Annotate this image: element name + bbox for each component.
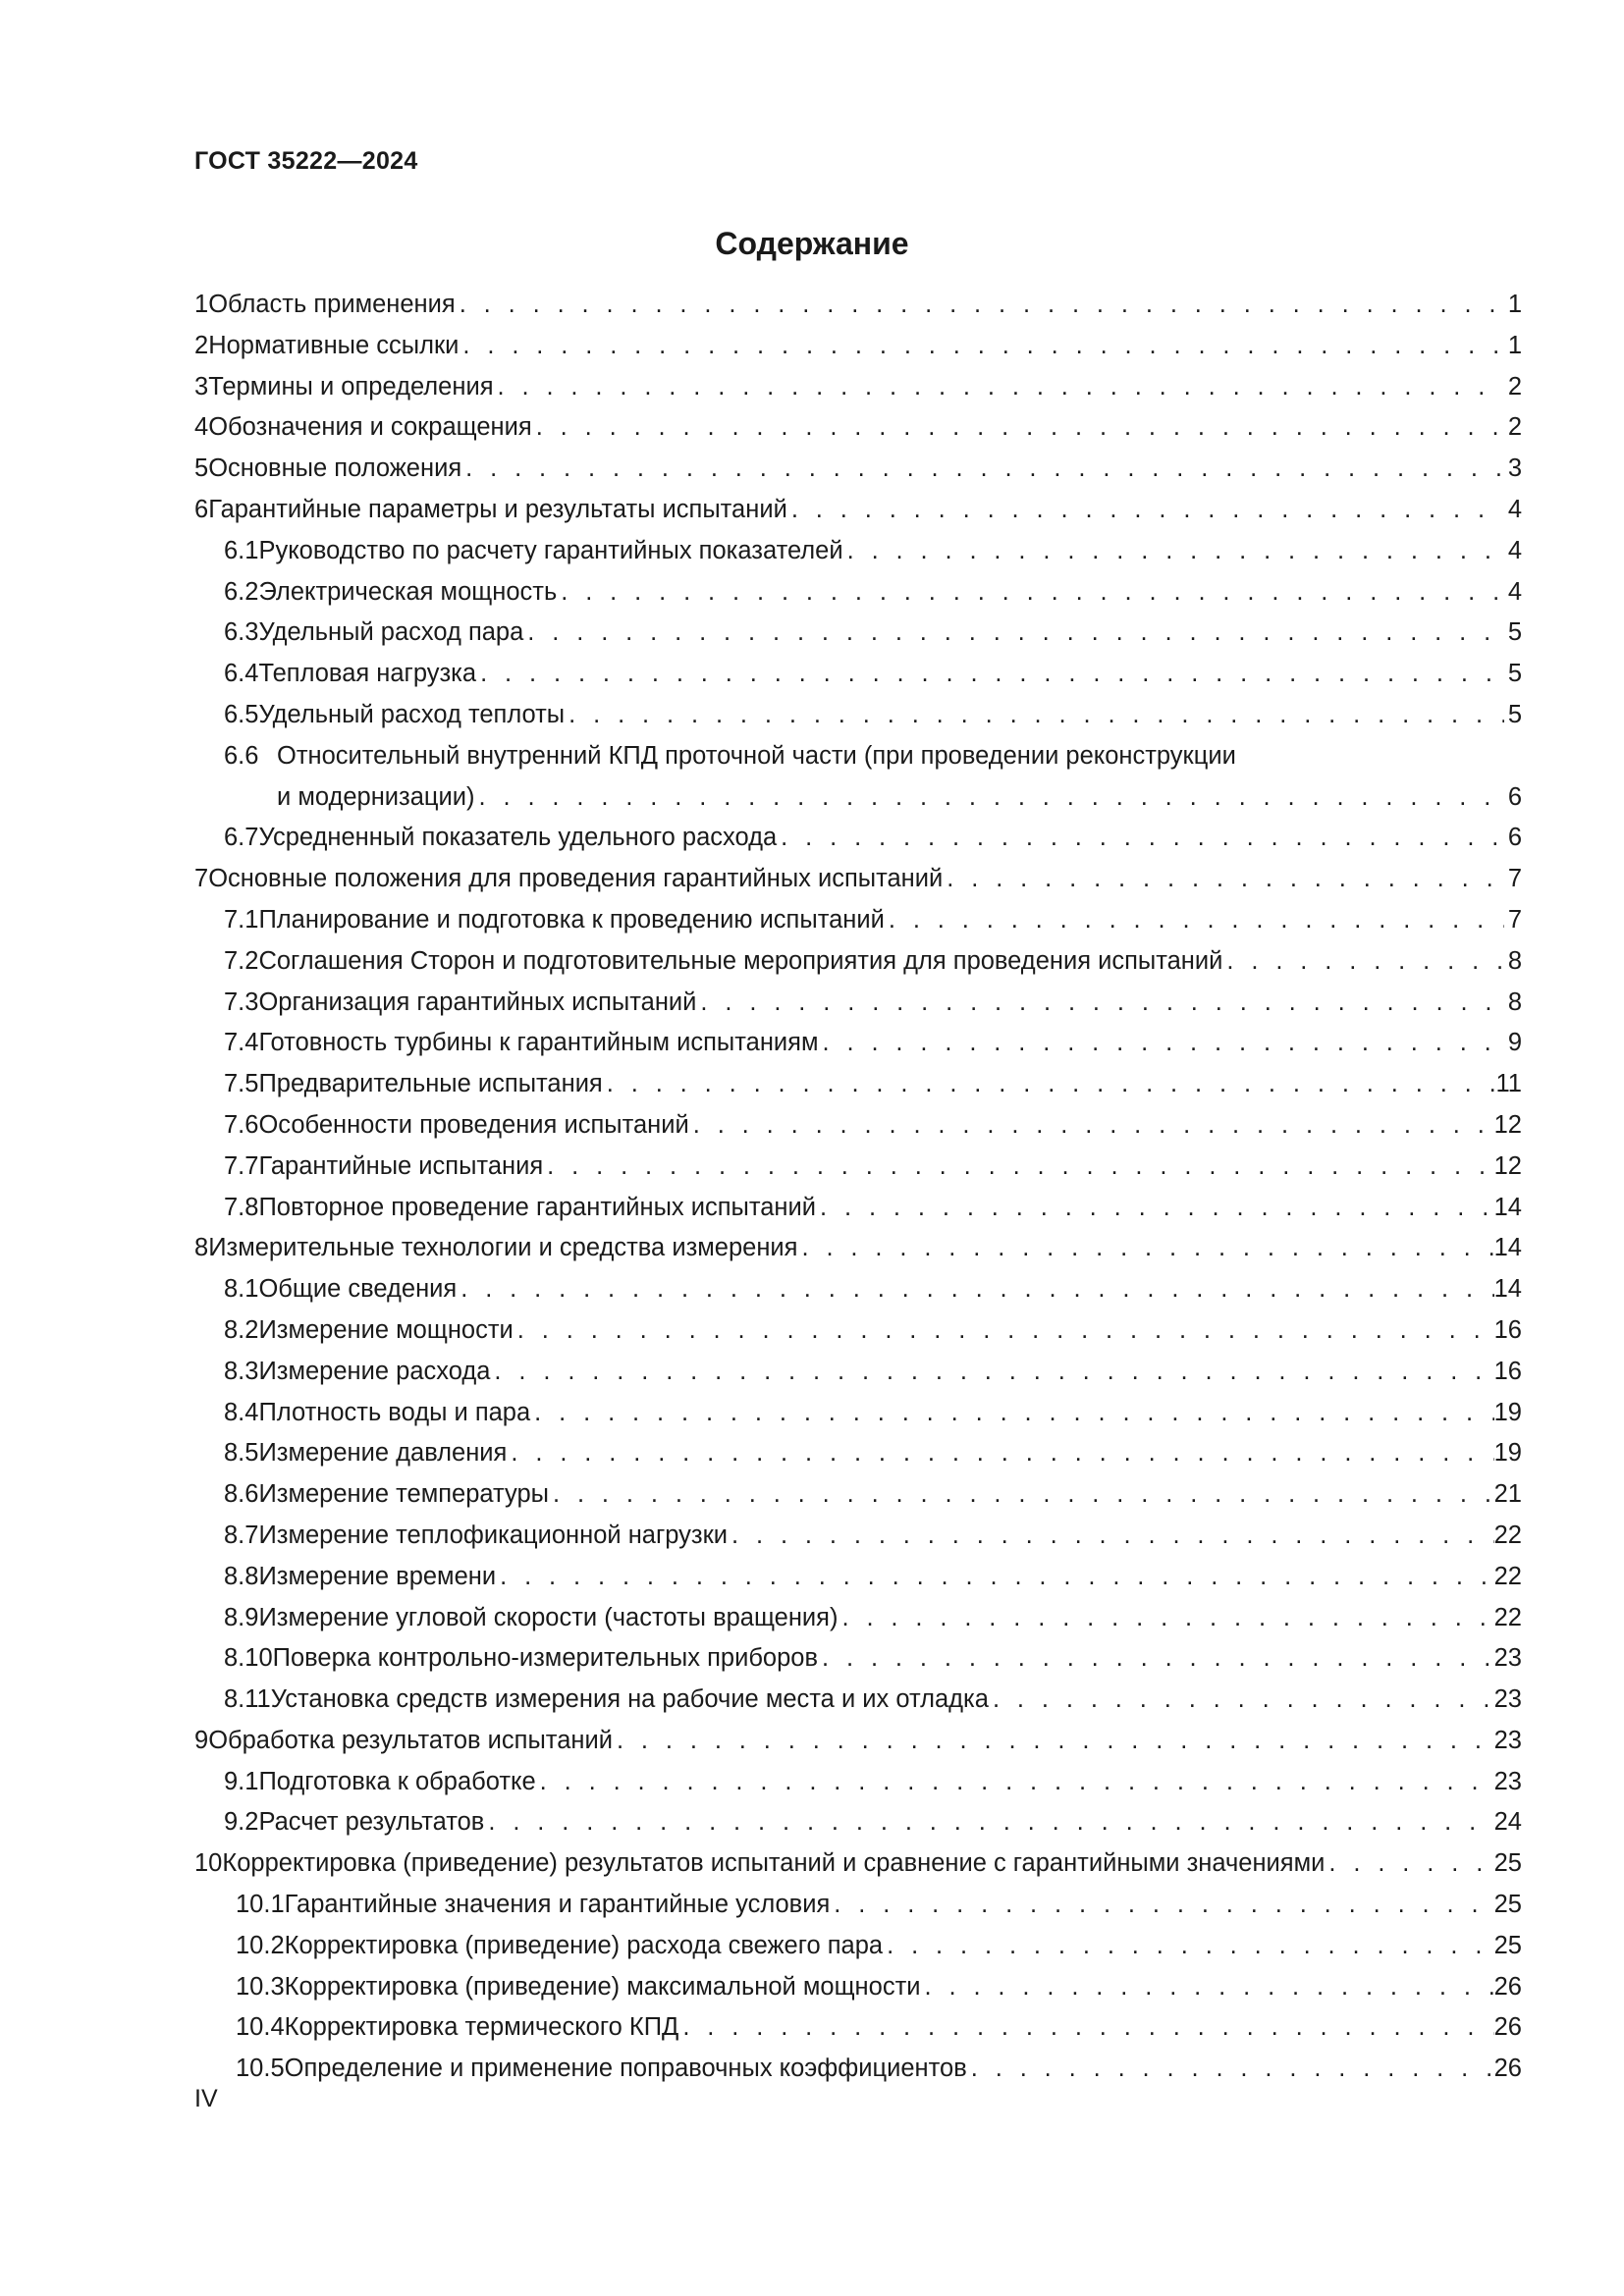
toc-entry-page: 7 xyxy=(1507,865,1522,893)
toc-entry-page: 2 xyxy=(1507,413,1522,442)
toc-leader-dots xyxy=(989,1680,1494,1721)
toc-entry-number: 9.2 xyxy=(224,1808,259,1837)
toc-entry-page: 6 xyxy=(1507,782,1522,811)
toc-entry-page: 23 xyxy=(1493,1685,1522,1714)
toc-entry-page: 26 xyxy=(1493,1972,1522,2001)
toc-entry-page: 8 xyxy=(1507,988,1522,1016)
toc-entry-number: 10.1 xyxy=(236,1891,285,1919)
toc-leader-dots xyxy=(549,1474,1494,1516)
toc-entry-page: 19 xyxy=(1493,1439,1522,1468)
toc-entry-title: Термины и определения xyxy=(208,372,494,400)
toc-leader-dots xyxy=(728,1516,1494,1557)
toc-entry-title: Организация гарантийных испытаний xyxy=(258,988,697,1016)
toc-entry-title: Обозначения и сокращения xyxy=(208,413,532,442)
toc-entry-title: Относительный внутренний КПД проточной части (при проведении реконструкции xyxy=(277,741,1236,770)
toc-entry[interactable] xyxy=(194,531,1522,572)
toc-leader-dots xyxy=(475,777,1504,819)
toc-entry[interactable] xyxy=(194,1352,1522,1393)
toc-entry[interactable] xyxy=(194,1228,1522,1269)
toc-entry-number: 10.3 xyxy=(236,1972,285,2001)
toc-entry-page: 3 xyxy=(1507,454,1522,483)
toc-entry[interactable] xyxy=(194,1885,1522,1926)
toc-leader-dots xyxy=(565,695,1504,736)
toc-leader-dots xyxy=(536,1762,1494,1803)
toc-leader-dots xyxy=(830,1885,1493,1926)
toc-entry[interactable] xyxy=(194,1516,1522,1557)
toc-entry-title-continued: и модернизации) xyxy=(277,782,475,811)
toc-entry-page: 19 xyxy=(1493,1398,1522,1426)
toc-entry-number: 10.5 xyxy=(236,2055,285,2083)
toc-entry-title: Измерение расхода xyxy=(258,1357,491,1385)
toc-leader-dots xyxy=(457,1269,1493,1310)
toc-entry-number: 6.3 xyxy=(224,618,259,647)
toc-entry[interactable] xyxy=(194,1269,1522,1310)
toc-entry[interactable] xyxy=(194,859,1522,900)
toc-entry-title: Усредненный показатель удельного расхода xyxy=(258,824,778,852)
toc-entry-title: Корректировка (приведение) результатов испытаний и сравнение с гарантийными значениями xyxy=(222,1849,1326,1878)
document-code: ГОСТ 35222—2024 xyxy=(194,147,418,175)
toc-entry[interactable] xyxy=(194,1393,1522,1434)
toc-entry[interactable] xyxy=(194,613,1522,654)
toc-entry-title: Общие сведения xyxy=(258,1275,458,1304)
toc-entry-number: 8.9 xyxy=(224,1603,259,1631)
toc-entry-page: 22 xyxy=(1493,1603,1522,1631)
toc-entry-number: 7.5 xyxy=(224,1070,259,1098)
toc-entry-title: Корректировка (приведение) максимальной мощности xyxy=(284,1972,921,2001)
toc-leader-dots xyxy=(777,818,1504,859)
toc-entry-number: 6.5 xyxy=(224,700,259,728)
toc-leader-dots xyxy=(557,572,1504,614)
toc-entry-number: 10.2 xyxy=(236,1931,285,1959)
toc-entry-page: 23 xyxy=(1493,1644,1522,1673)
toc-leader-dots xyxy=(921,1967,1494,2008)
toc-leader-dots xyxy=(507,1433,1493,1474)
toc-leader-dots xyxy=(883,1926,1494,1967)
toc-entry-page: 22 xyxy=(1493,1562,1522,1590)
toc-entry-number: 1 xyxy=(194,291,209,318)
toc-entry[interactable] xyxy=(194,1147,1522,1188)
toc-leader-dots xyxy=(797,1228,1493,1269)
toc-entry[interactable] xyxy=(194,1433,1522,1474)
toc-entry-page: 24 xyxy=(1493,1808,1522,1837)
toc-entry-page: 16 xyxy=(1493,1315,1522,1344)
toc-entry-title: Удельный расход пара xyxy=(258,618,524,647)
toc-entry[interactable] xyxy=(194,941,1522,983)
toc-leader-dots xyxy=(494,367,1505,408)
toc-entry-number: 6.6 xyxy=(224,741,259,770)
toc-entry-title: Повторное проведение гарантийных испытаний xyxy=(258,1193,817,1221)
toc-leader-dots xyxy=(696,983,1504,1024)
toc-entry[interactable] xyxy=(194,695,1522,736)
toc-leader-dots xyxy=(514,1310,1494,1352)
toc-entry-title: Установка средств измерения на рабочие места и их отладка xyxy=(270,1685,989,1714)
toc-entry-page: 12 xyxy=(1493,1151,1522,1180)
toc-entry-title: Тепловая нагрузка xyxy=(258,660,477,688)
toc-entry-number: 8.1 xyxy=(224,1275,259,1304)
toc-entry-page: 4 xyxy=(1507,577,1522,606)
toc-entry-page: 5 xyxy=(1507,618,1522,647)
toc-leader-dots xyxy=(1325,1843,1493,1885)
toc-entry-number: 6.2 xyxy=(224,577,259,606)
toc-entry[interactable] xyxy=(194,407,1522,449)
toc-entry[interactable] xyxy=(194,818,1522,859)
toc-entry-page: 6 xyxy=(1507,824,1522,852)
toc-entry-page: 9 xyxy=(1507,1029,1522,1057)
toc-entry-page: 26 xyxy=(1493,2055,1522,2083)
toc-entry-title: Измерение давления xyxy=(258,1439,508,1468)
toc-leader-dots xyxy=(787,490,1504,531)
toc-entry[interactable] xyxy=(194,1762,1522,1803)
toc-entry-number: 4 xyxy=(194,413,209,442)
toc-entry-title: Измерительные технологии и средства измерения xyxy=(208,1234,798,1262)
toc-entry-number: 10 xyxy=(194,1849,223,1878)
toc-leader-dots xyxy=(603,1064,1496,1105)
toc-entry-title: Подготовка к обработке xyxy=(258,1767,536,1795)
toc-entry-number: 8 xyxy=(194,1234,209,1262)
toc-entry-title: Предварительные испытания xyxy=(258,1070,603,1098)
toc-leader-dots xyxy=(818,1638,1494,1680)
toc-entry[interactable] xyxy=(194,1188,1522,1229)
toc-entry-number: 8.11 xyxy=(224,1685,271,1714)
toc-entry-number: 9 xyxy=(194,1726,209,1754)
toc-entry-page: 23 xyxy=(1493,1726,1522,1754)
toc-entry-page: 25 xyxy=(1493,1849,1522,1878)
toc-entry-title: Гарантийные испытания xyxy=(258,1151,544,1180)
toc-entry-title: Определение и применение поправочных коэффициентов xyxy=(284,2055,967,2083)
toc-entry-number: 8.6 xyxy=(224,1480,259,1509)
toc-entry-title: Корректировка термического КПД xyxy=(284,2013,679,2042)
toc-entry-page: 1 xyxy=(1507,331,1522,359)
toc-entry-page: 14 xyxy=(1493,1193,1522,1221)
toc-leader-dots xyxy=(476,654,1504,695)
toc-entry[interactable] xyxy=(194,1023,1522,1064)
toc-entry-number: 10.4 xyxy=(236,2013,285,2042)
toc-entry-title: Измерение теплофикационной нагрузки xyxy=(258,1521,729,1549)
toc-entry-page: 12 xyxy=(1493,1110,1522,1139)
page-number: IV xyxy=(194,2085,218,2112)
toc-entry-page: 11 xyxy=(1495,1070,1522,1098)
toc-entry-title: Готовность турбины к гарантийным испытаниям xyxy=(258,1029,819,1057)
toc-entry-page: 8 xyxy=(1507,946,1522,975)
toc-entry[interactable] xyxy=(194,449,1522,490)
toc-entry-number: 8.2 xyxy=(224,1315,259,1344)
toc-entry-title: Электрическая мощность xyxy=(258,577,558,606)
toc-entry[interactable] xyxy=(194,1310,1522,1352)
toc-leader-dots xyxy=(523,613,1504,654)
toc-entry-title: Измерение угловой скорости (частоты вращения) xyxy=(258,1603,839,1631)
toc-entry-number: 3 xyxy=(194,372,209,400)
toc-entry[interactable] xyxy=(194,2007,1522,2049)
toc-entry-page: 5 xyxy=(1507,660,1522,688)
toc-leader-dots xyxy=(456,285,1504,326)
toc-leader-dots xyxy=(532,407,1504,449)
toc-leader-dots xyxy=(843,531,1504,572)
toc-entry[interactable] xyxy=(194,1926,1522,1967)
toc-entry-page: 14 xyxy=(1493,1234,1522,1262)
toc-entry[interactable] xyxy=(194,326,1522,367)
toc-entry-page: 1 xyxy=(1507,291,1522,318)
toc-entry-title: Обработка результатов испытаний xyxy=(208,1726,613,1754)
toc-leader-dots xyxy=(967,2049,1494,2090)
toc-entry-number: 8.4 xyxy=(224,1398,259,1426)
toc-leader-dots xyxy=(819,1023,1505,1064)
toc-entry-page: 26 xyxy=(1493,2013,1522,2042)
toc-leader-dots xyxy=(530,1393,1493,1434)
toc-entry[interactable] xyxy=(194,1474,1522,1516)
toc-entry-title: Расчет результатов xyxy=(258,1808,485,1837)
toc-entry[interactable] xyxy=(194,1557,1522,1598)
toc-entry-page: 22 xyxy=(1493,1521,1522,1549)
toc-entry[interactable] xyxy=(194,572,1522,614)
toc-entry[interactable] xyxy=(194,983,1522,1024)
toc-entry-page: 2 xyxy=(1507,372,1522,400)
toc-leader-dots xyxy=(496,1557,1494,1598)
toc-entry-number: 6 xyxy=(194,495,209,523)
toc-entry-number: 6.1 xyxy=(224,536,259,564)
toc-leader-dots xyxy=(459,326,1504,367)
toc-entry-number: 5 xyxy=(194,454,209,483)
toc-entry-page: 7 xyxy=(1507,905,1522,934)
toc-entry[interactable] xyxy=(194,1598,1522,1639)
toc-entry-page: 14 xyxy=(1493,1275,1522,1304)
toc-entry-number: 7.3 xyxy=(224,988,259,1016)
toc-entry-number: 6.4 xyxy=(224,660,259,688)
toc-entry-title: Корректировка (приведение) расхода свежего пара xyxy=(284,1931,884,1959)
toc-entry-page: 25 xyxy=(1493,1931,1522,1959)
toc-entry-page: 4 xyxy=(1507,536,1522,564)
toc-entry-number: 7 xyxy=(194,865,209,893)
toc-leader-dots xyxy=(543,1147,1493,1188)
toc-entry-page: 5 xyxy=(1507,700,1522,728)
toc-entry[interactable] xyxy=(194,736,1522,819)
toc-entry-title: Гарантийные значения и гарантийные условия xyxy=(284,1891,831,1919)
toc-entry-number: 7.8 xyxy=(224,1193,259,1221)
toc-entry-title: Основные положения xyxy=(208,454,462,483)
toc-entry-title: Основные положения для проведения гарантийных испытаний xyxy=(208,865,944,893)
toc-entry-number: 8.7 xyxy=(224,1521,259,1549)
toc-entry-title: Соглашения Сторон и подготовительные мероприятия для проведения испытаний xyxy=(258,946,1223,975)
toc-entry[interactable] xyxy=(194,1680,1522,1721)
toc-entry-title: Измерение времени xyxy=(258,1562,497,1590)
toc-leader-dots xyxy=(838,1598,1493,1639)
toc-leader-dots xyxy=(885,900,1504,941)
toc-entry[interactable] xyxy=(194,1802,1522,1843)
toc-leader-dots xyxy=(490,1352,1493,1393)
toc-entry[interactable] xyxy=(194,1721,1522,1762)
toc-entry[interactable] xyxy=(194,2049,1522,2090)
toc-leader-dots xyxy=(689,1105,1494,1147)
toc-leader-dots xyxy=(484,1802,1493,1843)
table-of-contents xyxy=(194,285,1522,2090)
toc-entry-page: 16 xyxy=(1493,1357,1522,1385)
toc-leader-dots xyxy=(678,2007,1493,2049)
toc-entry-number: 6.7 xyxy=(224,824,259,852)
toc-entry-number: 8.10 xyxy=(224,1644,273,1673)
toc-entry-number: 7.4 xyxy=(224,1029,259,1057)
toc-entry[interactable] xyxy=(194,900,1522,941)
toc-entry-title: Гарантийные параметры и результаты испытаний xyxy=(208,495,787,523)
toc-leader-dots xyxy=(1222,941,1504,983)
toc-entry-title: Измерение мощности xyxy=(258,1315,514,1344)
toc-entry[interactable] xyxy=(194,654,1522,695)
toc-entry[interactable] xyxy=(194,285,1522,326)
toc-entry-title: Руководство по расчету гарантийных показателей xyxy=(258,536,843,564)
toc-leader-dots xyxy=(943,859,1504,900)
toc-entry-number: 9.1 xyxy=(224,1767,259,1795)
toc-entry[interactable] xyxy=(194,1064,1522,1105)
toc-entry-number: 2 xyxy=(194,331,209,359)
toc-entry-number: 8.3 xyxy=(224,1357,259,1385)
toc-title: Содержание xyxy=(715,226,909,261)
toc-entry[interactable] xyxy=(194,490,1522,531)
toc-entry-page: 21 xyxy=(1493,1480,1522,1509)
toc-entry-number: 8.8 xyxy=(224,1562,259,1590)
toc-entry-number: 7.7 xyxy=(224,1151,259,1180)
toc-entry-number: 7.1 xyxy=(224,905,259,934)
toc-entry[interactable] xyxy=(194,1967,1522,2008)
toc-entry-title: Плотность воды и пара xyxy=(258,1398,531,1426)
toc-entry-title: Удельный расход теплоты xyxy=(258,700,566,728)
toc-leader-dots xyxy=(816,1188,1494,1229)
toc-entry[interactable] xyxy=(194,1843,1522,1885)
toc-entry-title: Измерение температуры xyxy=(258,1480,549,1509)
toc-entry-title: Область применения xyxy=(208,291,456,318)
toc-entry[interactable] xyxy=(194,1105,1522,1147)
toc-entry-number: 7.2 xyxy=(224,946,259,975)
toc-entry-title: Планирование и подготовка к проведению испытаний xyxy=(258,905,885,934)
toc-entry-page: 25 xyxy=(1493,1891,1522,1919)
toc-entry[interactable] xyxy=(194,367,1522,408)
toc-entry-title: Поверка контрольно-измерительных приборов xyxy=(272,1644,819,1673)
toc-entry[interactable] xyxy=(194,1638,1522,1680)
toc-entry-page: 23 xyxy=(1493,1767,1522,1795)
toc-leader-dots xyxy=(461,449,1504,490)
toc-entry-number: 7.6 xyxy=(224,1110,259,1139)
toc-entry-page: 4 xyxy=(1507,495,1522,523)
toc-entry-number: 8.5 xyxy=(224,1439,259,1468)
toc-leader-dots xyxy=(613,1721,1494,1762)
toc-entry-title: Нормативные ссылки xyxy=(208,331,460,359)
toc-entry-title: Особенности проведения испытаний xyxy=(258,1110,689,1139)
